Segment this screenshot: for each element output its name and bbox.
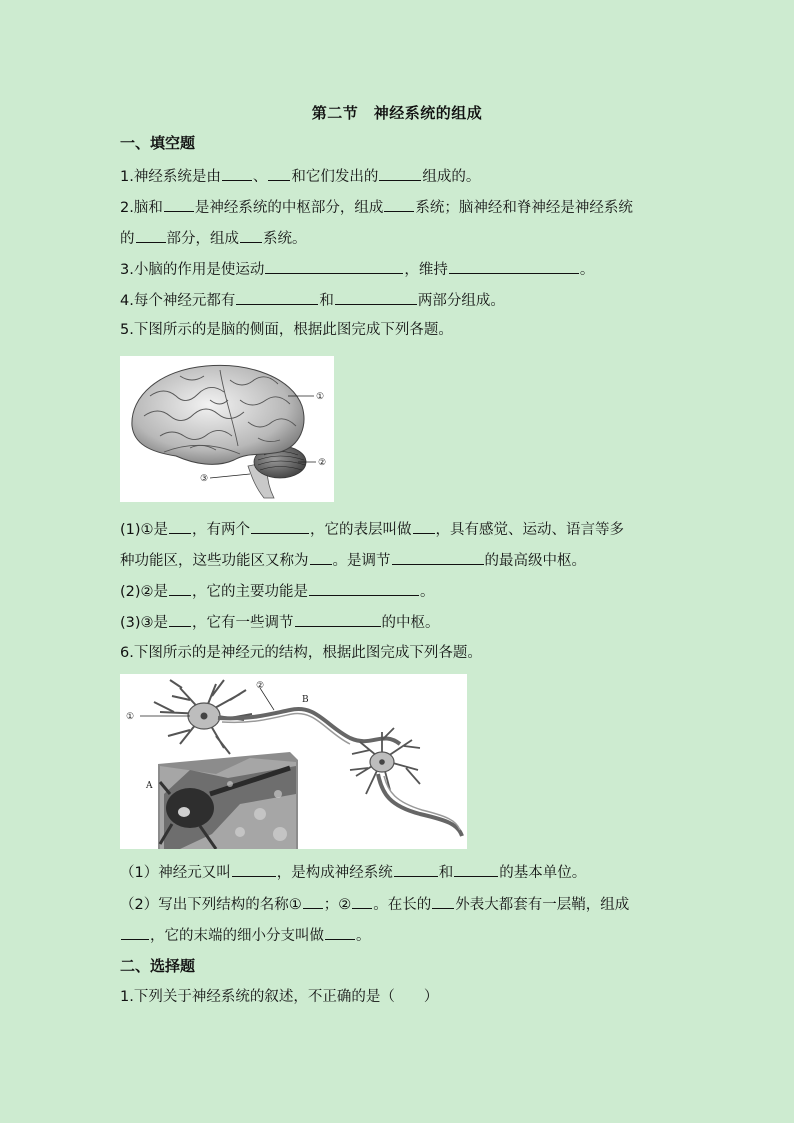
choice-question-1: 1.下列关于神经系统的叙述，不正确的是（ ） [120,989,439,1005]
question-6: 6.下图所示的是神经元的结构，根据此图完成下列各题。 [120,645,482,661]
question-5-1-continued: 种功能区，这些功能区又称为 。是调节 的最高级中枢。 [120,549,586,571]
page-title: 第二节 神经系统的组成 [311,104,483,122]
question-6-2-continued: ，它的末端的细小分支叫做 。 [120,924,371,946]
answer-blank[interactable] [413,518,435,534]
brain-illustration [120,356,334,502]
question-5-3: (3)③是 ，它有一些调节 的中枢。 [120,611,440,633]
brain-label-2: ② [318,458,327,468]
answer-blank[interactable] [169,518,191,534]
answer-blank[interactable] [449,258,579,274]
answer-blank[interactable] [394,861,438,877]
question-4: 4.每个神经元都有 和 两部分组成。 [120,289,505,311]
neuron-label-1: ① [126,712,135,722]
question-6-2: （2）写出下列结构的名称① ；② 。在长的 外表大都套有一层鞘，组成 [120,893,629,915]
question-6-1: （1）神经元又叫 ，是构成神经系统 和 的基本单位。 [120,861,586,883]
brain-label-3: ③ [200,474,209,484]
cerebrum-shape [132,365,304,464]
neuron-illustration [120,674,467,849]
question-5-1: (1)①是 ，有两个 ，它的表层叫做 ，具有感觉、运动、语言等多 [120,518,624,540]
answer-blank[interactable] [310,549,332,565]
answer-blank[interactable] [222,165,252,181]
micrograph-inset [158,752,298,849]
section-multiple-choice-heading: 二、选择题 [120,957,196,975]
neuron-figure [120,674,467,849]
answer-blank[interactable] [164,196,194,212]
answer-blank[interactable] [240,227,262,243]
answer-blank[interactable] [309,580,419,596]
answer-blank[interactable] [136,227,166,243]
nucleus-1 [201,713,208,720]
answer-blank[interactable] [295,611,381,627]
question-3: 3.小脑的作用是使运动 ，维持 。 [120,258,594,280]
answer-blank[interactable] [268,165,290,181]
question-2-continued: 的 部分，组成 系统。 [120,227,307,249]
question-1: 1.神经系统是由 、 和它们发出的 组成的。 [120,165,480,187]
answer-blank[interactable] [236,289,318,305]
neuron-label-B: B [302,695,309,705]
answer-blank[interactable] [454,861,498,877]
answer-blank[interactable] [169,580,191,596]
answer-blank[interactable] [432,893,454,909]
question-2: 2.脑和 是神经系统的中枢部分，组成 系统；脑神经和脊神经是神经系统 [120,196,633,218]
brain-figure [120,356,334,502]
answer-blank[interactable] [384,196,414,212]
section-fill-blank-heading: 一、填空题 [120,134,196,152]
answer-blank[interactable] [303,893,323,909]
answer-blank[interactable] [251,518,309,534]
answer-blank[interactable] [169,611,191,627]
brain-label-1: ① [316,392,325,402]
neuron-label-A: A [146,781,153,791]
answer-blank[interactable] [232,861,276,877]
answer-blank[interactable] [325,924,355,940]
answer-blank[interactable] [265,258,403,274]
answer-blank[interactable] [121,924,149,940]
answer-blank[interactable] [335,289,417,305]
question-5-2: (2)②是 ，它的主要功能是 。 [120,580,435,602]
answer-blank[interactable] [352,893,372,909]
answer-blank[interactable] [392,549,484,565]
question-5: 5.下图所示的是脑的侧面，根据此图完成下列各题。 [120,322,453,338]
neuron-label-2: ② [256,681,265,691]
answer-blank[interactable] [379,165,421,181]
